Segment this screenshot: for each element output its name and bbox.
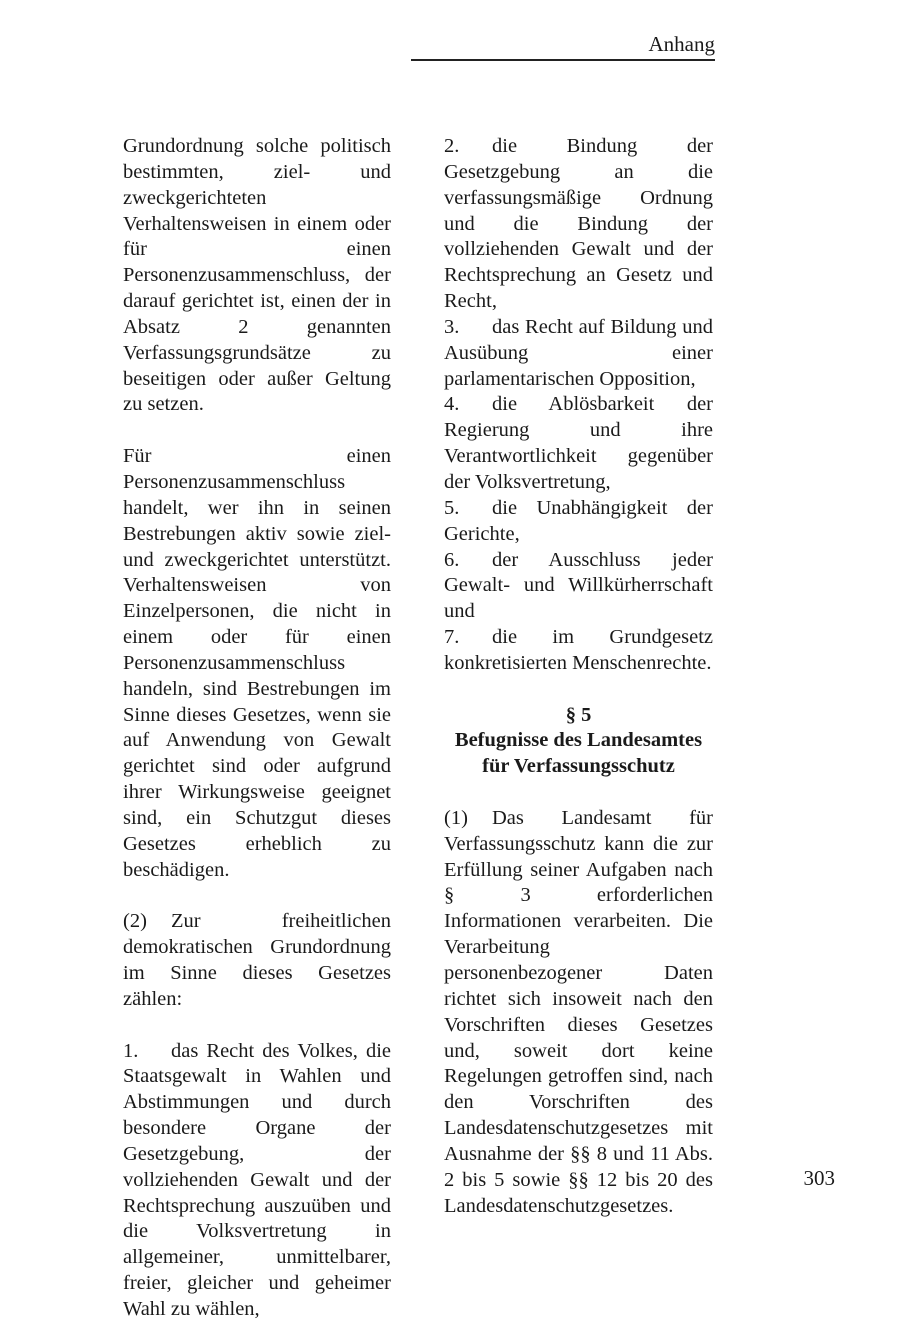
list-item-text: der Ausschluss jeder Gewalt- und Willkürherrschaft und: [444, 548, 713, 623]
list-item-text: die Unabhängigkeit der Gerichte,: [444, 496, 713, 545]
list-item-number: 3.: [444, 315, 460, 338]
section-number: § 5: [565, 703, 592, 726]
list-item-number: 7.: [444, 626, 460, 649]
running-header: [411, 30, 715, 61]
list-item-text: die Ablösbarkeit der Regierung und ihre Verantwortlichkeit gegenüber der Volksvertretung,: [444, 393, 713, 493]
list-item-7: [444, 625, 713, 677]
section-title-line-2: für Verfassungsschutz: [482, 755, 675, 778]
page-number: 303: [803, 1166, 835, 1190]
paragraph-continuation: Grundordnung solche politisch bestimmten, ziel- und zweckgerichteten Verhaltensweisen in einem oder für einen Personenzusammenschluss, der darauf gerichtet ist, einen der in Absatz 2 genannten Verfassungsgrundsätze zu beseitigen oder außer Geltung zu setzen.: [123, 135, 391, 416]
absatz-number: (2): [123, 910, 147, 933]
list-item-number: 1.: [123, 1039, 139, 1062]
list-item-number: 6.: [444, 548, 460, 571]
left-column: [123, 134, 391, 1323]
list-item-3: [444, 315, 713, 393]
absatz-number: (1): [444, 806, 468, 829]
section-title-line-1: Befugnisse des Landesamtes: [454, 729, 703, 752]
list-item-5: [444, 496, 713, 548]
paragraph-absatz-2: [123, 909, 391, 1012]
list-item-number: 4.: [444, 393, 460, 416]
list-item-text: das Recht auf Bildung und Ausübung einer parlamentarischen Opposition,: [444, 315, 713, 390]
right-column: [444, 134, 713, 1219]
list-item-1: [123, 1039, 391, 1323]
paragraph-absatz-1: [444, 806, 713, 1220]
header-title: Anhang: [648, 32, 715, 56]
list-item-6: [444, 548, 713, 626]
absatz-text: Zur freiheitlichen demokratischen Grundordnung im Sinne dieses Gesetzes zählen:: [123, 910, 391, 1010]
list-item-text: das Recht des Volkes, die Staatsgewalt in Wahlen und Abstimmungen und durch besondere Organe der Gesetzgebung, der vollziehenden Gewalt und der Rechtsprechung auszuüben und die Volksvertretung in allgemeiner, unmittelbarer, freier, gleicher und geheimer Wahl zu wählen,: [123, 1039, 391, 1320]
absatz-text: Das Landesamt für Verfassungsschutz kann die zur Erfüllung seiner Aufgaben nach § 3 erforderlichen Informationen verarbeiten. Die Verarbeitung personenbezogener Daten richtet sich insoweit nach den Vorschriften dieses Gesetzes und, soweit dort keine Regelungen getroffen sind, nach den Vorschriften des Landesdatenschutzgesetzes mit Ausnahme der §§ 8 und 11 Abs. 2 bis 5 sowie §§ 12 bis 20 des Landesdatenschutzgesetzes.: [444, 806, 713, 1217]
list-item-2: [444, 134, 713, 315]
list-item-text: die Bindung der Gesetzgebung an die verfassungsmäßige Ordnung und die Bindung der vollziehenden Gewalt und der Rechtsprechung an Gesetz und Recht,: [444, 135, 713, 313]
list-item-text: die im Grundgesetz konkretisierten Menschenrechte.: [444, 626, 713, 674]
list-item-number: 5.: [444, 496, 460, 519]
list-item-4: [444, 392, 713, 495]
paragraph-personenzusammenschluss: Für einen Personenzusammenschluss handelt, wer ihn in seinen Bestrebungen aktiv sowie ziel- und zweckgerichtet unterstützt. Verhaltensweisen von Einzelpersonen, die nicht in einem oder für einen Personenzusammenschluss handeln, sind Bestrebungen im Sinne dieses Gesetzes, wenn sie auf Anwendung von Gewalt gerichtet sind oder aufgrund ihrer Wirkungsweise geeignet sind, ein Schutzgut dieses Gesetzes erheblich zu beschädigen.: [123, 445, 391, 881]
list-item-number: 2.: [444, 135, 460, 157]
